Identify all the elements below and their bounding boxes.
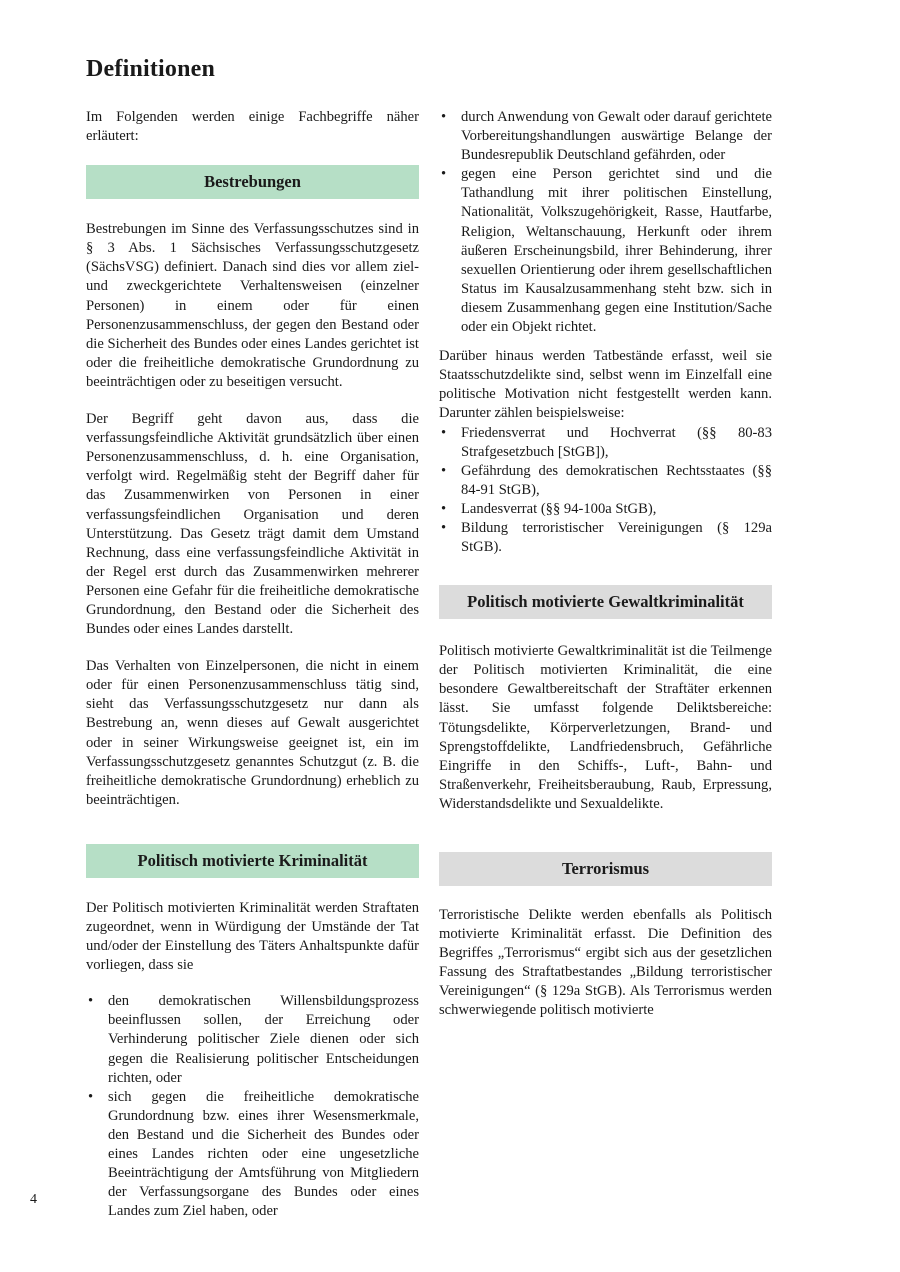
bestrebungen-paragraph-3: Das Verhalten von Einzelpersonen, die nicht in einem oder für einen Personenzusammenschluss tätig sind, sieht das Verfassungsschutzgesetz nur dann als Bestrebung an, wenn dieses auf Gewalt ausgerichtet oder in seiner Wirkungsweise geeignet ist, ein im Verfassungsschutzgesetz genanntes Schutzgut (z. B. die freiheitliche demokratische Grundordnung) erheblich zu beeinträchtigen. — [86, 658, 419, 808]
list-item: • den demokratischen Willensbildungsprozess beeinflussen sollen, der Erreichung oder Verhinderung politischer Ziele dienen oder sich gegen die Realisierung politischer Entscheidungen richten, oder — [88, 993, 419, 1086]
bullet-icon: • — [88, 993, 94, 1010]
left-column — [86, 108, 419, 1221]
list-item: • sich gegen die freiheitliche demokratische Grundordnung bzw. eines ihrer Wesensmerkmale, den Bestand und die Sicherheit des Bundes oder eines Landes richten oder eine ungesetzliche Beeinträchtigung der Amtsführung von Mitgliedern der Verfassungsorgane des Bundes oder eines Landes zum Ziel haben, oder — [88, 1088, 419, 1220]
right-column-content — [439, 108, 772, 1021]
heading-terrorismus: Terrorismus — [439, 852, 772, 886]
list-item: • durch Anwendung von Gewalt oder darauf gerichtete Vorbereitungshandlungen auswärtige Belange der Bundesrepublik Deutschland gefährden, oder — [441, 109, 772, 164]
page-title: Definitionen — [86, 56, 216, 82]
list-item: • gegen eine Person gerichtet sind und die Tathandlung mit ihrer politischen Einstellung, Nationalität, Volkszugehörigkeit, Rasse, Hautfarbe, Religion, Weltanschauung, Herkunft oder ihrem äußeren Erscheinungsbild, ihrer Behinderung, ihrer sexuellen Orientierung oder ihrem gesellschaftlichen Status im Kausalzusammenhang steht bzw. sich in diesem Zusammenhang gegen eine Institution/Sache oder ein Objekt richtet. — [441, 166, 772, 336]
terrorismus-paragraph: Terroristische Delikte werden ebenfalls als Politisch motivierte Kriminalität erfasst. Die Definition des Begriffes „Terrorismus“ ergibt sich aus der gesetzlichen Fassung des Straftatbestandes „Bildung terroristischer Vereinigungen“ (§ 129a StGB). Als Terrorismus werden schwerwiegende politisch motivierte — [439, 907, 772, 1019]
bullet-icon: • — [441, 519, 447, 536]
bullet-icon: • — [441, 424, 447, 441]
list-item: • Landesverrat (§§ 94-100a StGB), — [439, 500, 772, 519]
bestrebungen-paragraph-1: Bestrebungen im Sinne des Verfassungsschutzes sind in § 3 Abs. 1 Sächsisches Verfassungsschutzgesetz (SächsVSG) definiert. Danach sind dies vor allem ziel- und zweckgerichtete Verhaltensweisen (einzelner Personen) in einem oder für einen Personenzusammenschluss, der gegen den Bestand oder die Sicherheit des Bundes oder eines Landes gerichtet ist oder die freiheitliche demokratische Grundordnung zu beeinträchtigen oder zu beseitigen versucht. — [86, 221, 419, 390]
staatsschutz-examples-list — [439, 424, 772, 558]
bullet-icon: • — [88, 1088, 94, 1105]
pmk-criteria-list-continued — [439, 108, 772, 337]
bullet-icon: • — [441, 500, 447, 517]
bullet-icon: • — [441, 109, 447, 125]
list-item: • Friedensverrat und Hochverrat (§§ 80-83 Strafgesetzbuch [StGB]), — [441, 424, 772, 460]
gewalt-paragraph: Politisch motivierte Gewaltkriminalität ist die Teilmenge der Politisch motivierten Kriminalität, die eine besondere Gewaltbereitschaft der Straftäter erkennen lässt. Sie umfasst folgende Deliktsbereiche: Tötungsdelikte, Körperverletzungen, Brand- und Sprengstoffdelikte, Landfriedensbruch, Gefährliche Eingriffe in den Schiffs-, Luft-, Bahn- und Straßenverkehr, Freiheitsberaubung, Raub, Erpressung, Widerstandsdelikte und Sexualdelikte. — [439, 643, 772, 812]
bullet-icon: • — [441, 462, 447, 479]
bullet-icon: • — [441, 166, 447, 183]
list-item: • Bildung terroristischer Vereinigungen (§ 129a StGB). — [441, 519, 772, 556]
pmk-intro-paragraph: Der Politisch motivierten Kriminalität werden Straftaten zugeordnet, wenn in Würdigung der Umstände der Tat und/oder der Einstellung des Täters Anhaltspunkte dafür vorliegen, dass sie — [86, 899, 419, 974]
bestrebungen-paragraph-2: Der Begriff geht davon aus, dass die verfassungsfeindliche Aktivität grundsätzlich über einen Personenzusammenschluss, d. h. eine Organisation, verfolgt wird. Regelmäßig steht der Begriff daher für das Zusammenwirken von Personen in einer verfassungsfeindlichen Organisation und deren Unterstützung. Das Gesetz trägt damit dem Umstand Rechnung, dass eine verfassungsfeindliche Aktivität in der Regel erst durch das Zusammenwirken mehrerer Personen eine Gefahr für die freiheitliche demokratische Grundordnung, den Bestand oder die Sicherheit des Bundes oder eines Landes darstellt. — [86, 411, 419, 638]
list-item: • Gefährdung des demokratischen Rechtsstaates (§§ 84-91 StGB), — [441, 462, 772, 498]
heading-gewaltkriminalitaet: Politisch motivierte Gewaltkriminalität — [439, 585, 772, 619]
pmk-criteria-list — [86, 992, 419, 1221]
pmk-paragraph-2: Darüber hinaus werden Tatbestände erfasst, weil sie Staatsschutzdelikte sind, selbst wenn im Einzelfall eine politische Motivation nicht festgestellt werden kann. Darunter zählen beispielsweise: — [439, 348, 772, 422]
heading-pmk: Politisch motivierte Kriminalität — [86, 844, 419, 878]
intro-paragraph: Im Folgenden werden einige Fachbegriffe näher erläutert: — [86, 109, 419, 145]
page-number: 4 — [30, 1192, 37, 1207]
heading-bestrebungen: Bestrebungen — [86, 165, 419, 199]
